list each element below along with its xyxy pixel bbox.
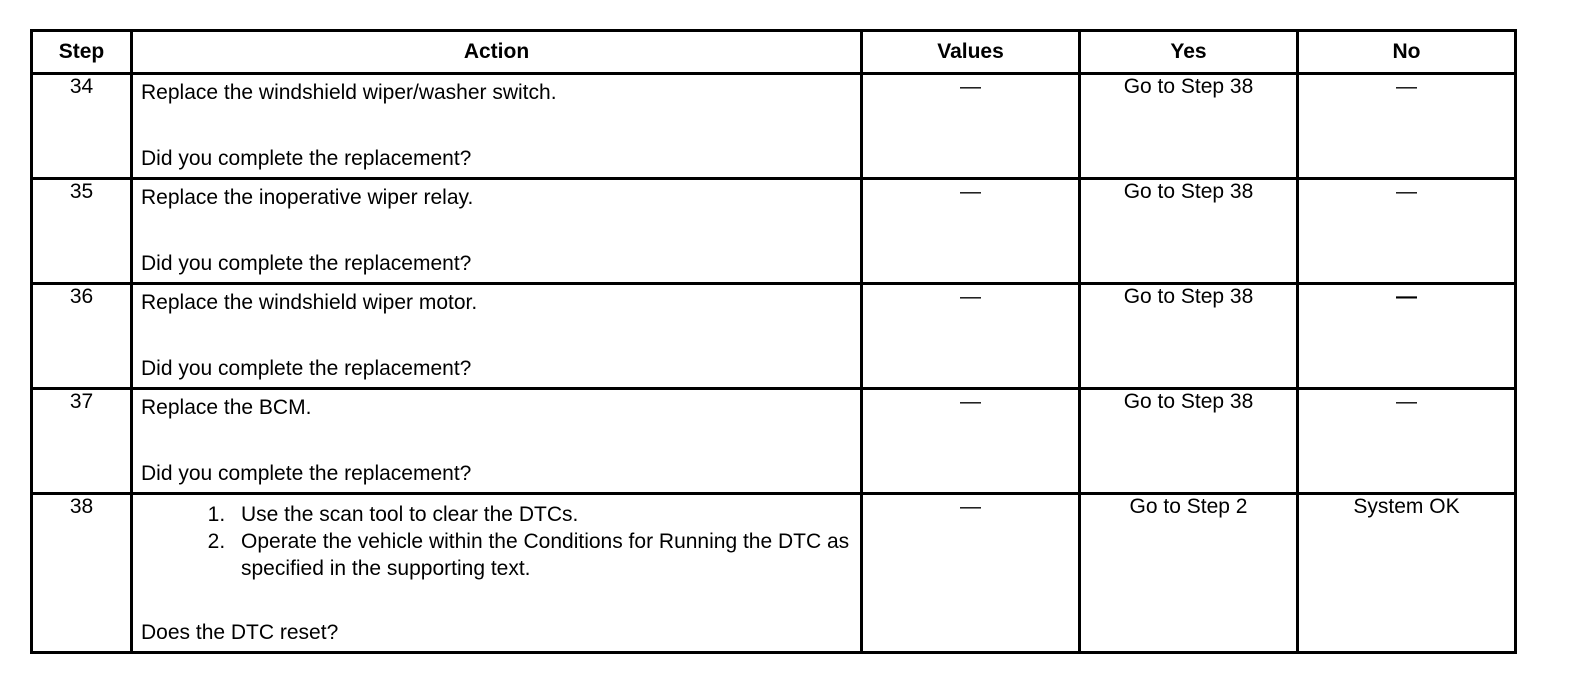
action-question: Did you complete the replacement? [141, 147, 472, 170]
action-question: Did you complete the replacement? [141, 357, 472, 380]
substep-list [141, 501, 852, 582]
action-cell [132, 389, 862, 494]
step-number: 37 [32, 389, 132, 494]
action-text: Replace the windshield wiper/washer switch. [141, 81, 557, 104]
step-number: 36 [32, 284, 132, 389]
yes-text: Go to Step 38 [1123, 285, 1254, 308]
no-text: System OK [1353, 495, 1460, 518]
no-text: — [1396, 75, 1417, 98]
table-row [32, 74, 1516, 179]
no-text: — [1396, 285, 1417, 308]
step-number: 35 [32, 179, 132, 284]
substep-item: 1. Use the scan tool to clear the DTCs. [231, 501, 852, 528]
header-values: Values [862, 31, 1080, 74]
header-step: Step [32, 31, 132, 74]
action-text: Replace the inoperative wiper relay. [141, 186, 474, 209]
table-row [32, 284, 1516, 389]
action-cell [132, 494, 862, 653]
step-number: 34 [32, 74, 132, 179]
no-cell [1298, 389, 1516, 494]
yes-text: Go to Step 2 [1129, 495, 1248, 518]
values-cell: — [862, 284, 1080, 389]
action-cell [132, 284, 862, 389]
values-cell: — [862, 179, 1080, 284]
yes-text: Go to Step 38 [1123, 75, 1254, 98]
values-cell: — [862, 74, 1080, 179]
values-cell: — [862, 389, 1080, 494]
action-question: Does the DTC reset? [141, 621, 339, 644]
table-row [32, 179, 1516, 284]
no-cell [1298, 74, 1516, 179]
header-yes: Yes [1080, 31, 1298, 74]
yes-cell [1080, 494, 1298, 653]
yes-text: Go to Step 38 [1123, 390, 1254, 413]
action-question: Did you complete the replacement? [141, 462, 472, 485]
action-cell [132, 74, 862, 179]
action-question: Did you complete the replacement? [141, 252, 472, 275]
values-cell: — [862, 494, 1080, 653]
table-row [32, 494, 1516, 653]
yes-cell [1080, 74, 1298, 179]
no-cell [1298, 284, 1516, 389]
no-text: — [1396, 180, 1417, 203]
action-text: Replace the BCM. [141, 396, 312, 419]
yes-text: Go to Step 38 [1123, 180, 1254, 203]
header-row [32, 31, 1516, 74]
yes-cell [1080, 389, 1298, 494]
no-cell [1298, 179, 1516, 284]
header-action: Action [132, 31, 862, 74]
table-row [32, 389, 1516, 494]
diagnostic-table [30, 29, 1517, 654]
substep-item: 2. Operate the vehicle within the Conditions for Running the DTC as specified in the supporting text. [231, 528, 852, 582]
action-text: Replace the windshield wiper motor. [141, 291, 478, 314]
yes-cell [1080, 284, 1298, 389]
header-no: No [1298, 31, 1516, 74]
yes-cell [1080, 179, 1298, 284]
step-number: 38 [32, 494, 132, 653]
no-cell [1298, 494, 1516, 653]
no-text: — [1396, 390, 1417, 413]
action-cell [132, 179, 862, 284]
